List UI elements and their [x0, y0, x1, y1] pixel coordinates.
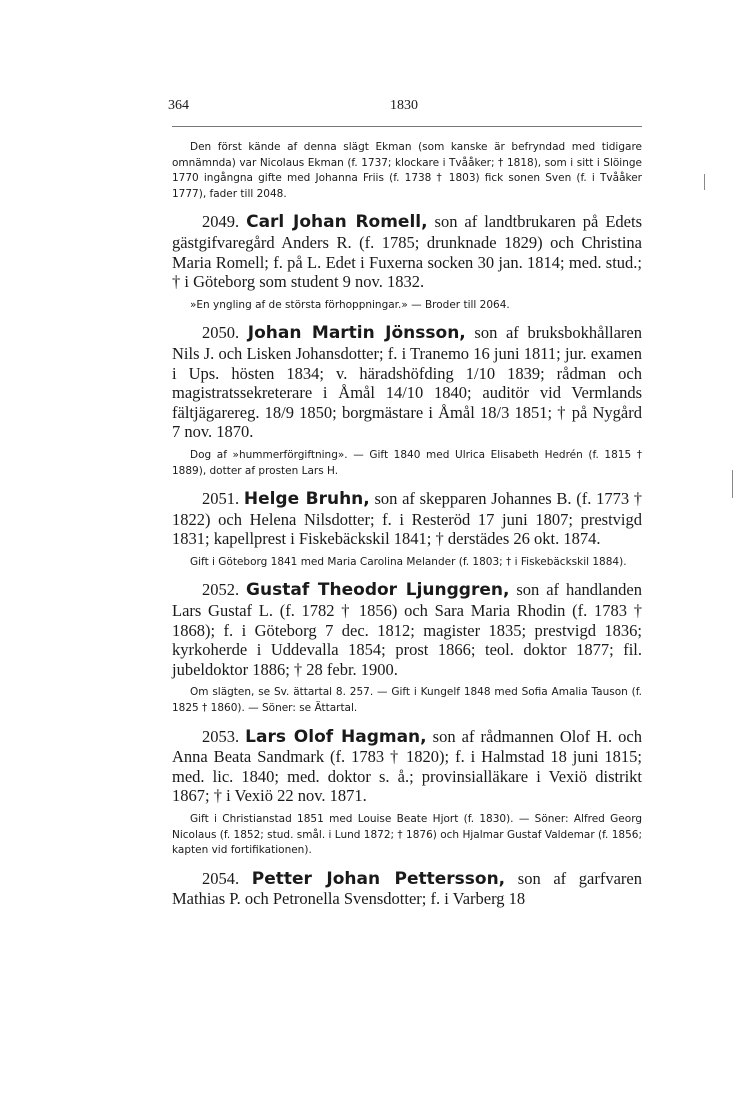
entry-number: 2049.: [202, 212, 240, 232]
margin-mark: [732, 470, 733, 498]
entry-name: Gustaf Theodor Ljunggren,: [246, 580, 510, 601]
entry: [172, 212, 642, 291]
entry-name: Johan Martin Jönsson,: [247, 323, 466, 344]
entry-number: 2050.: [202, 323, 240, 343]
entry-name: Lars Olof Hagman,: [245, 726, 427, 747]
entry-note: Gift i Göteborg 1841 med Maria Carolina Melander (f. 1803; † i Fiskebäckskil 1884).: [190, 555, 627, 568]
entry-note: Dog af »hummerförgiftning». — Gift 1840 med Ulrica Elisabeth Hedrén (f. 1815 † 1889), dotter af prosten Lars H.: [172, 448, 642, 477]
entry-number: 2054.: [202, 868, 240, 888]
entry-note: »En yngling af de största förhoppningar.» — Broder till 2064.: [190, 298, 510, 311]
entry-text: son af skepparen Johannes B. (f. 1773 † 1822) och Helena Nilsdotter; f. i Resteröd 17 juni 1807; prestvigd 1831; kapellprest i Fiskebäckskil 1841; † derstädes 26 okt. 1874.: [172, 489, 643, 549]
running-header: [164, 98, 648, 116]
margin-mark: [704, 174, 705, 190]
page-number: 364: [168, 98, 189, 113]
entry: [172, 489, 642, 549]
entry: [172, 727, 642, 806]
entry: [172, 323, 642, 442]
header-rule: [172, 126, 642, 127]
page-year-heading: 1830: [390, 98, 418, 113]
entry-name: Helge Bruhn,: [243, 489, 370, 510]
entry-text: son af handlanden Lars Gustaf L. (f. 1782 † 1856) och Sara Maria Rhodin (f. 1783 † 1868); f. i Göteborg 7 dec. 1812; magister 1835; prestvigd 1836; kyrkoherde i Uddevalla 1854; prost 1866; teol. doktor 1877; fil. jubeldoktor 1886; † 28 febr. 1900.: [172, 580, 642, 679]
entry-text: son af landtbrukaren på Edets gästgifvaregård Anders R. (f. 1785; drunknade 1829) och Christina Maria Romell; f. på L. Edet i Fuxerna socken 30 jan. 1814; med. stud.; † i Göteborg som student 9 nov. 1832.: [172, 212, 642, 292]
entry-text: son af garfvaren Mathias P. och Petronella Svensdotter; f. i Varberg 18: [172, 868, 642, 909]
entry-note: Om slägten, se Sv. ättartal 8. 257. — Gift i Kungelf 1848 med Sofia Amalia Tauson (f. 1825 † 1860). — Söner: se Ättartal.: [172, 686, 642, 715]
entry: [172, 580, 642, 679]
entry: [172, 869, 642, 909]
entry-text: son af rådmannen Olof H. och Anna Beata Sandmark (f. 1783 † 1820); f. i Halmstad 18 juni 1815; med. lic. 1840; med. doktor s. å.; provinsialläkare i Vexiö distrikt 1867; † i Vexiö 22 nov. 1871.: [172, 726, 643, 806]
entry-number: 2051.: [202, 489, 240, 509]
entry-number: 2052.: [202, 580, 240, 600]
entry-name: Petter Johan Pettersson,: [251, 868, 506, 889]
entry-note: Gift i Christianstad 1851 med Louise Beate Hjort (f. 1830). — Söner: Alfred Georg Nicolaus (f. 1852; stud. smål. i Lund 1872; † 1876) och Hjalmar Gustaf Valdemar (f. 1856; kapten vid fortifikationen).: [172, 813, 642, 857]
entry-number: 2053.: [202, 726, 240, 746]
entry-text: son af bruksbokhållaren Nils J. och Lisken Johansdotter; f. i Tranemo 16 juni 1811; jur. examen i Ups. hösten 1834; v. häradshöfding 1/10 1839; rådman och magistratssekreterare i Åmål 14/10 1840; auditör vid Vermlands fältjägarereg. 18/9 1850; borgmästare i Åmål 18/3 1851; † på Nygård 7 nov. 1870.: [172, 323, 642, 442]
page-body: [172, 140, 642, 915]
entry-name: Carl Johan Romell,: [246, 212, 428, 233]
intro-paragraph: Den först kände af denna slägt Ekman (som kanske är befryndad med tidigare omnämnda) var Nicolaus Ekman (f. 1737; klockare i Tvååker; † 1818), som i sitt i Slöinge 1770 ingångna gifte med Johanna Friis (f. 1738 † 1803) fick sonen Sven (f. i Tvååker 1777), fader till 2048.: [172, 141, 642, 200]
